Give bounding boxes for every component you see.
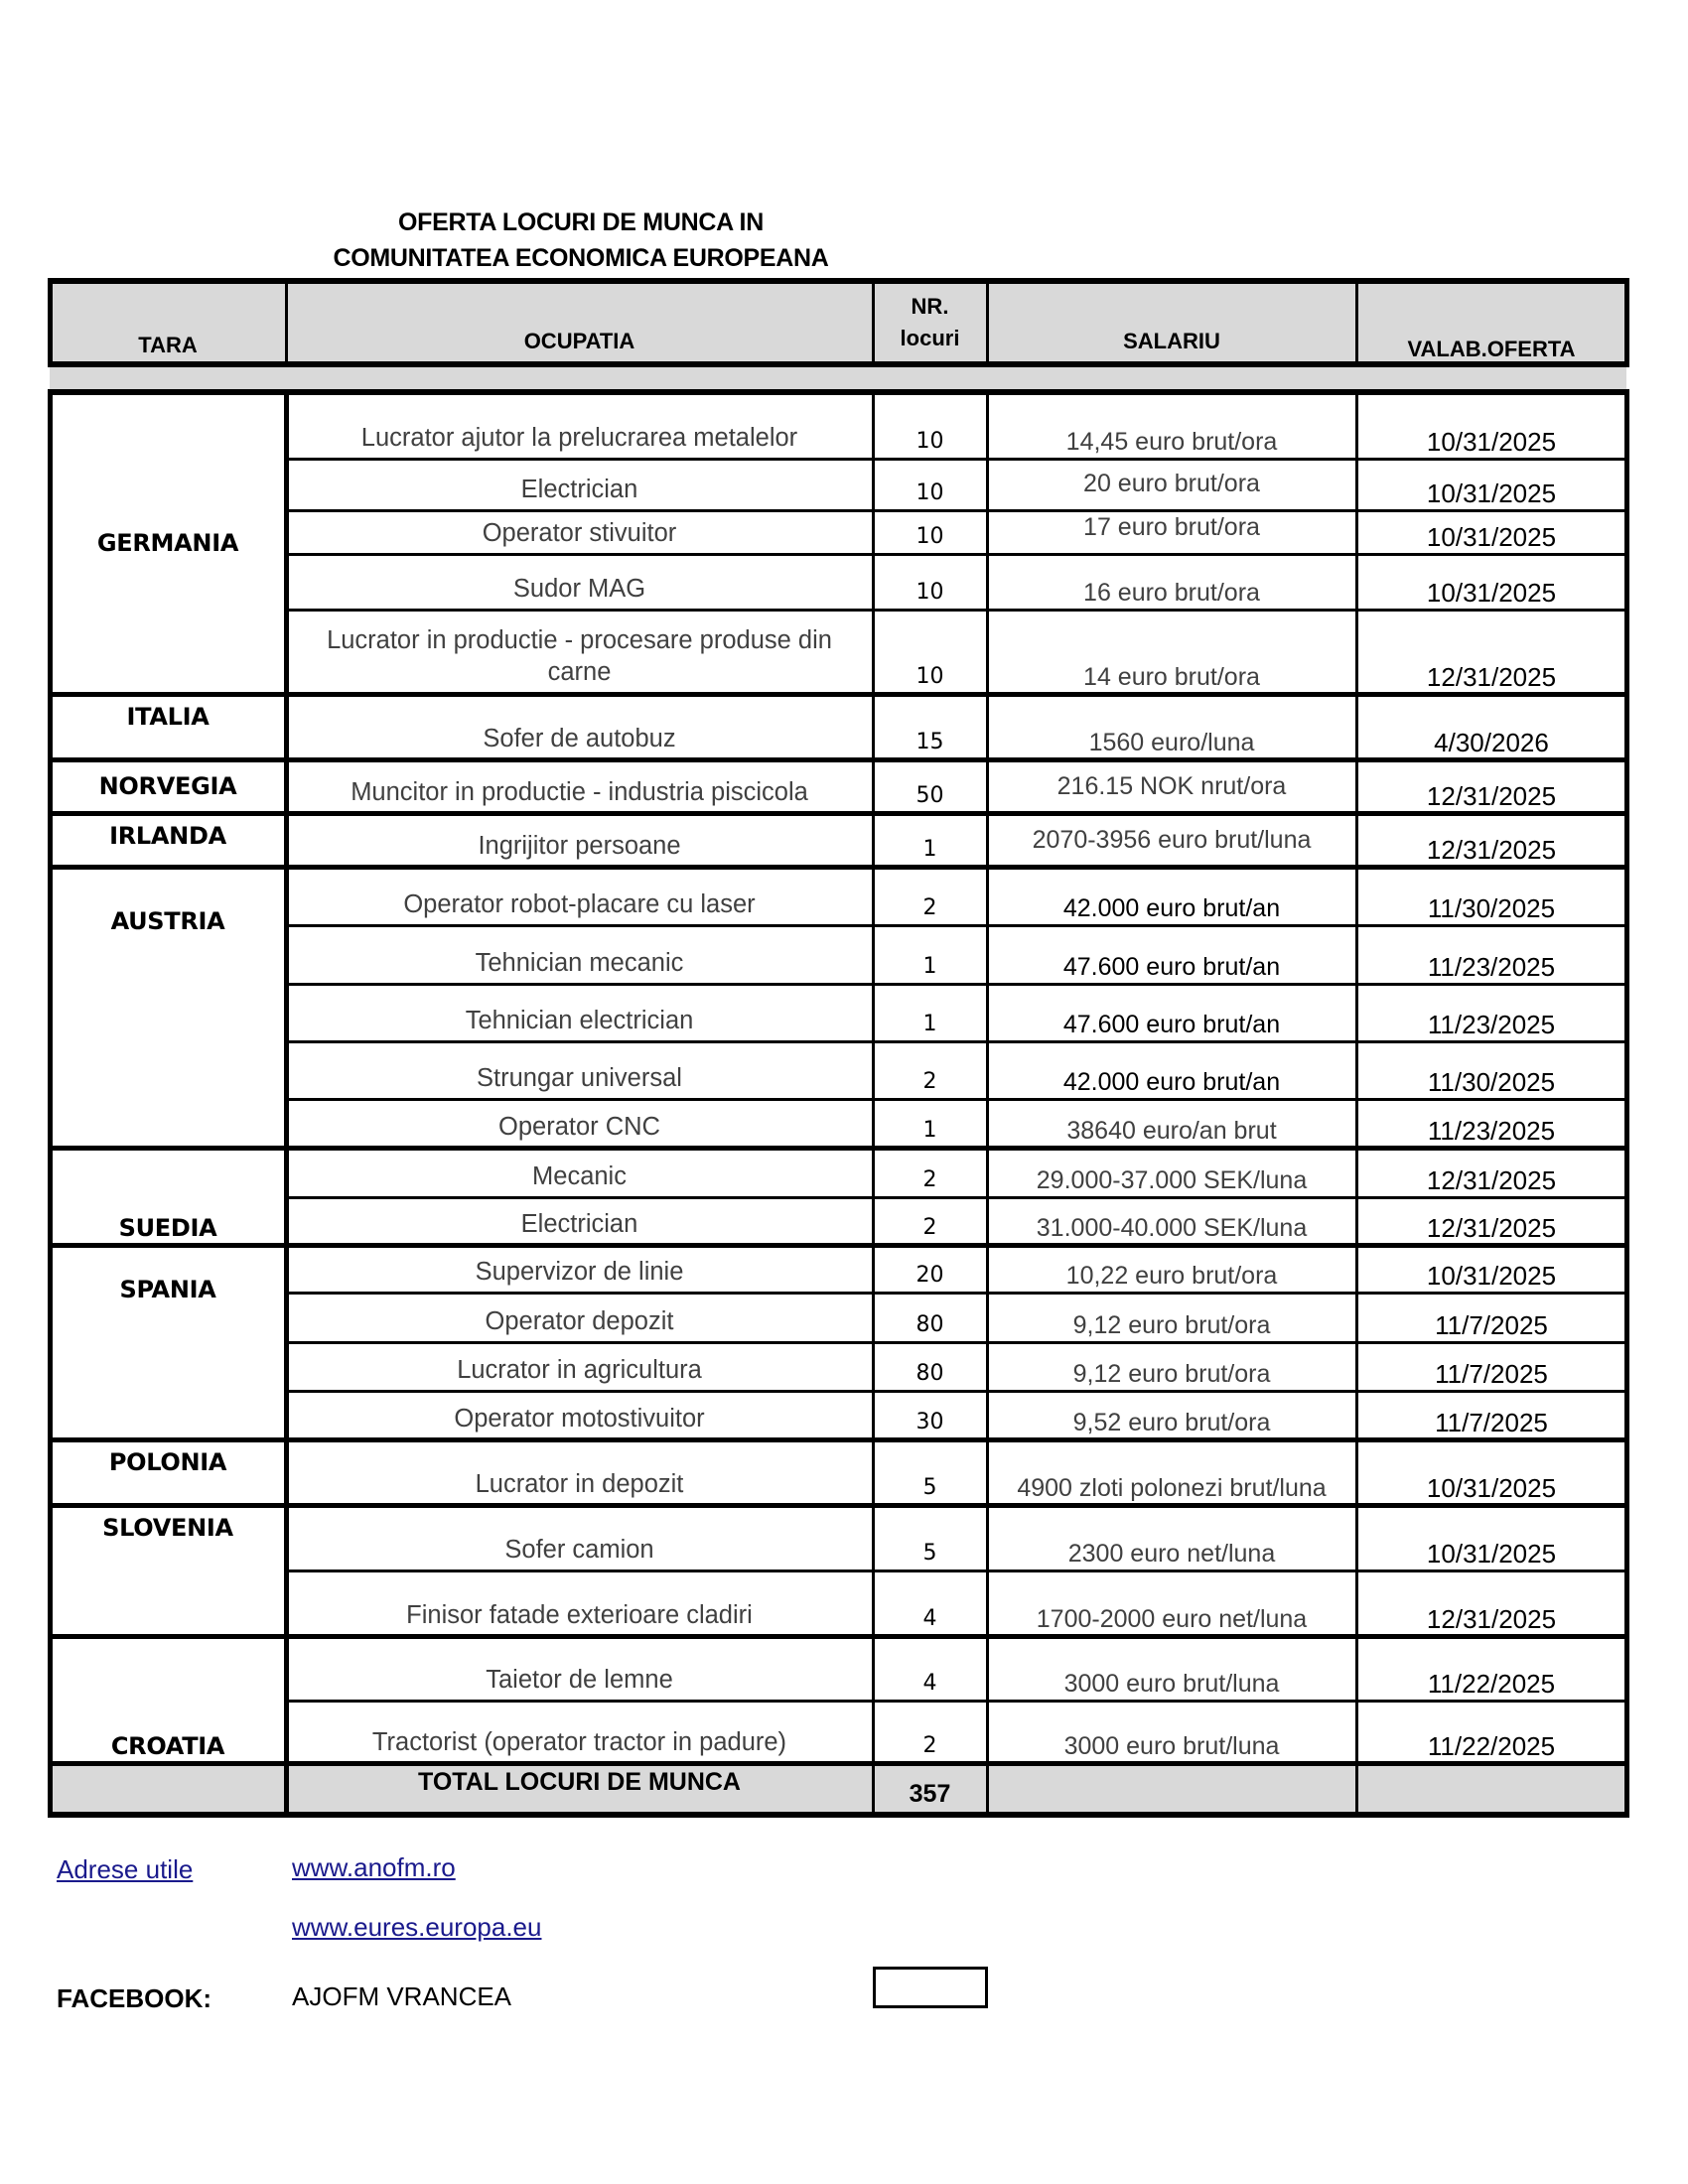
occupation-cell [286,813,873,863]
occupation-cell-text: Operator CNC [498,1113,660,1141]
total-label [286,1763,873,1815]
validity-date-cell-text: 11/23/2025 [1427,1010,1556,1039]
places-cell [873,1041,987,1099]
salary-cell [987,1293,1356,1342]
salary-cell-text: 42.000 euro brut/an [1062,894,1281,922]
group-border [48,865,1629,870]
country-italia-text: ITALIA [126,703,210,731]
country-italia [50,694,286,759]
places-cell [873,759,987,813]
country-croatia-text: CROATIA [110,1732,225,1760]
occupation-cell-text: Operator robot-placare cu laser [403,890,756,918]
column-border [1355,390,1358,1815]
salary-cell-text: 1560 euro/luna [1088,729,1255,756]
row-border [286,1098,1626,1101]
validity-date-cell-text: 11/23/2025 [1427,952,1556,982]
country-germania [50,392,286,694]
salary-cell-text: 2070-3956 euro brut/luna [1032,826,1312,854]
validity-date-cell [1356,1245,1626,1293]
occupation-cell-text: Operator depozit [485,1307,674,1335]
salary-cell-text: 31.000-40.000 SEK/luna [1036,1214,1308,1242]
occupation-cell [286,759,873,809]
occupation-cell [286,459,873,506]
places-cell [873,459,987,510]
places-cell-text: 80 [915,1361,944,1386]
places-cell-text: 10 [915,480,944,505]
salary-cell-text: 20 euro brut/ora [1083,470,1260,497]
row-border [286,609,1626,612]
salary-cell-text: 47.600 euro brut/an [1062,1011,1281,1038]
document-title-line-2: COMUNITATEA ECONOMICA EUROPEANA [333,244,829,272]
salary-cell [987,867,1356,925]
salary-cell [987,1636,1356,1701]
row-border [286,1341,1626,1344]
occupation-cell [286,1197,873,1241]
places-cell [873,867,987,925]
row-border [286,983,1626,986]
salary-cell-text: 9,12 euro brut/ora [1072,1360,1271,1388]
validity-date-cell [1356,1099,1626,1148]
header-column-border [872,281,875,364]
country-austria [50,867,286,1148]
country-irlanda [50,813,286,867]
places-cell [873,554,987,610]
validity-date-cell [1356,459,1626,510]
row-border [286,1196,1626,1199]
places-cell-text: 1 [922,1012,937,1036]
salary-cell [987,984,1356,1041]
salary-cell [987,925,1356,984]
places-cell-text: 1 [922,1118,937,1143]
salary-cell-text: 3000 euro brut/luna [1063,1670,1280,1698]
salary-cell-text: 14 euro brut/ora [1083,663,1260,691]
validity-date-cell-text: 11/22/2025 [1427,1731,1556,1761]
occupation-cell [286,1636,873,1697]
header-salariu-text: SALARIU [1123,329,1220,353]
row-border [286,509,1626,512]
places-cell [873,1636,987,1701]
places-cell [873,1701,987,1763]
salary-cell [987,459,1356,500]
group-border [48,1437,1629,1442]
occupation-cell-text: Tractorist (operator tractor in padure) [371,1728,787,1756]
salary-cell-text: 4900 zloti polonezi brut/luna [1017,1474,1327,1502]
validity-date-cell [1356,1148,1626,1197]
places-cell [873,1148,987,1197]
validity-date-cell [1356,610,1626,694]
salary-cell-text: 1700-2000 euro net/luna [1036,1605,1308,1633]
occupation-cell [286,510,873,550]
group-border [48,692,1629,697]
header-column-border [986,281,989,364]
places-cell [873,392,987,459]
places-cell [873,694,987,759]
places-cell-text: 50 [915,783,944,808]
header-separator-band [50,364,1626,390]
places-cell-text: 2 [922,1069,937,1094]
places-cell [873,1293,987,1342]
places-cell-text: 2 [922,1215,937,1240]
salary-cell [987,1391,1356,1439]
total-value-text: 357 [909,1780,951,1808]
row-border [286,1390,1626,1393]
validity-date-cell [1356,554,1626,610]
occupation-cell [286,610,873,688]
validity-date-cell-text: 10/31/2025 [1426,1539,1557,1569]
occupation-cell-text: Lucrator in productie - procesare produse din carne [327,626,832,686]
occupation-cell-text: Finisor fatade exterioare cladiri [406,1601,753,1629]
occupation-cell-text: Strungar universal [477,1064,682,1092]
occupation-cell [286,925,873,980]
row-border [286,458,1626,461]
country-column-border [284,390,289,1815]
country-slovenia-text: SLOVENIA [102,1514,233,1542]
validity-date-cell-text: 10/31/2025 [1426,1473,1557,1503]
occupation-cell-text: Muncitor in productie - industria piscicola [351,778,808,806]
occupation-cell [286,1041,873,1095]
country-norvegia-text: NORVEGIA [98,772,237,800]
salary-cell [987,1041,1356,1099]
header-nr-locuri [873,281,987,364]
places-cell [873,1245,987,1293]
validity-date-cell-text: 11/7/2025 [1435,1310,1548,1340]
country-slovenia [50,1505,286,1636]
group-border [48,1634,1629,1639]
validity-date-cell [1356,1505,1626,1570]
occupation-cell [286,1342,873,1387]
occupation-cell [286,1391,873,1435]
places-cell-text: 10 [915,524,944,549]
validity-date-cell [1356,1197,1626,1245]
salary-cell [987,1570,1356,1636]
validity-date-cell-text: 4/30/2026 [1434,728,1549,757]
validity-date-cell [1356,1293,1626,1342]
body-left-border [48,390,53,1815]
header-nr-text: NR. [911,294,949,319]
validity-date-cell [1356,392,1626,459]
places-cell-text: 4 [922,1606,937,1631]
validity-date-cell-text: 10/31/2025 [1426,578,1557,608]
row-border [286,1292,1626,1295]
places-cell [873,1570,987,1636]
validity-date-cell-text: 12/31/2025 [1426,1213,1557,1243]
places-cell [873,925,987,984]
total-value [873,1763,987,1811]
group-border [48,1146,1629,1151]
occupation-cell-text: Ingrijitor persoane [478,832,681,860]
header-ocupatia-text: OCUPATIA [523,329,635,353]
header-column-border [1355,281,1358,364]
salary-cell [987,759,1356,803]
places-cell-text: 30 [915,1410,944,1434]
places-cell [873,510,987,554]
salary-cell-text: 47.600 euro brut/an [1062,953,1281,981]
body-right-border [1624,390,1629,1815]
group-border [48,811,1629,816]
places-cell-text: 1 [922,954,937,979]
table-bottom-border [48,1812,1629,1818]
useful-addresses-link[interactable]: Adrese utile [57,1854,194,1884]
validity-date-cell [1356,867,1626,925]
row-border [286,1700,1626,1703]
validity-date-cell [1356,1570,1626,1636]
occupation-cell [286,1148,873,1193]
places-cell-text: 2 [922,1167,937,1192]
validity-date-cell [1356,1636,1626,1701]
country-irlanda-text: IRLANDA [109,822,226,850]
occupation-cell-text: Lucrator in depozit [475,1470,684,1498]
salary-cell-text: 9,12 euro brut/ora [1072,1311,1271,1339]
salary-cell-text: 9,52 euro brut/ora [1072,1409,1271,1436]
salary-cell-text: 38640 euro/an brut [1066,1117,1277,1145]
validity-date-cell-text: 11/30/2025 [1427,893,1556,923]
places-cell [873,984,987,1041]
row-border [286,553,1626,556]
country-spania [50,1245,286,1439]
occupation-cell-text: Taietor de lemne [486,1666,673,1694]
places-cell-text: 2 [922,1733,937,1758]
validity-date-cell [1356,510,1626,554]
header-salariu [987,281,1356,358]
header-tara-text: TARA [138,333,198,357]
occupation-cell [286,867,873,921]
places-cell-text: 4 [922,1671,937,1696]
empty-box [873,1967,988,2008]
header-tara [50,281,286,362]
validity-date-cell-text: 12/31/2025 [1426,1165,1557,1195]
header-right-border [1624,281,1629,364]
document-title-line-1: OFERTA LOCURI DE MUNCA IN [398,208,764,236]
places-cell-text: 5 [922,1541,937,1566]
eures-link[interactable]: www.eures.europa.eu [292,1912,542,1942]
salary-cell [987,813,1356,857]
places-cell-text: 10 [915,664,944,689]
validity-date-cell-text: 12/31/2025 [1426,662,1557,692]
header-ocupatia [286,281,873,358]
occupation-cell-text: Lucrator ajutor la prelucrarea metalelor [360,424,798,452]
header-column-border [285,281,288,364]
total-label-text: TOTAL LOCURI DE MUNCA [418,1768,741,1796]
occupation-cell-text: Mecanic [532,1162,627,1190]
validity-date-cell-text: 11/7/2025 [1435,1408,1548,1437]
places-cell-text: 1 [922,837,937,862]
places-cell-text: 5 [922,1475,937,1500]
validity-date-cell [1356,1391,1626,1439]
occupation-cell-text: Electrician [520,476,638,503]
occupation-cell [286,984,873,1037]
salary-cell [987,1245,1356,1293]
occupation-cell-text: Electrician [520,1210,638,1238]
salary-cell [987,1197,1356,1245]
row-border [286,1570,1626,1572]
country-polonia [50,1439,286,1505]
salary-cell [987,694,1356,759]
validity-date-cell-text: 11/22/2025 [1427,1669,1556,1699]
occupation-cell [286,1701,873,1759]
occupation-cell [286,1293,873,1338]
places-cell [873,1197,987,1245]
validity-date-cell-text: 10/31/2025 [1426,427,1557,457]
validity-date-cell [1356,1439,1626,1505]
occupation-cell [286,1099,873,1144]
occupation-cell [286,694,873,755]
validity-date-cell [1356,813,1626,867]
anofm-link[interactable]: www.anofm.ro [292,1852,456,1882]
validity-date-cell [1356,1701,1626,1763]
occupation-cell [286,1439,873,1501]
salary-cell [987,1505,1356,1570]
group-border [48,1761,1629,1766]
group-border [48,1503,1629,1508]
validity-date-cell [1356,925,1626,984]
salary-cell-text: 2300 euro net/luna [1067,1540,1276,1568]
validity-date-cell-text: 10/31/2025 [1426,1261,1557,1291]
country-croatia [50,1636,286,1763]
validity-date-cell [1356,984,1626,1041]
salary-cell [987,1148,1356,1197]
occupation-cell-text: Lucrator in agricultura [457,1356,702,1384]
country-norvegia [50,759,286,813]
header-left-border [48,281,53,364]
places-cell [873,1342,987,1391]
group-border [48,757,1629,762]
country-spania-text: SPANIA [119,1276,216,1303]
occupation-cell [286,1570,873,1632]
occupation-cell-text: Tehnician electrician [465,1007,694,1034]
row-border [286,924,1626,927]
places-cell [873,1099,987,1148]
places-cell-text: 15 [915,730,944,754]
header-valab-oferta [1356,281,1626,366]
places-cell-text: 10 [915,580,944,605]
occupation-cell-text: Sofer de autobuz [483,725,676,752]
salary-cell [987,1701,1356,1763]
salary-cell-text: 216.15 NOK nrut/ora [1056,772,1287,800]
places-cell [873,1391,987,1439]
salary-cell [987,1099,1356,1148]
header-valab-oferta-text: VALAB.OFERTA [1407,337,1576,361]
validity-date-cell [1356,1342,1626,1391]
places-cell-text: 20 [915,1263,944,1288]
places-cell-text: 80 [915,1312,944,1337]
salary-cell-text: 42.000 euro brut/an [1062,1068,1281,1096]
places-cell-text: 2 [922,895,937,920]
salary-cell [987,510,1356,544]
group-border [48,1243,1629,1248]
country-suedia [50,1148,286,1245]
validity-date-cell-text: 10/31/2025 [1426,478,1557,508]
validity-date-cell-text: 11/7/2025 [1435,1359,1548,1389]
salary-cell [987,1439,1356,1505]
salary-cell-text: 17 euro brut/ora [1083,513,1260,541]
validity-date-cell [1356,759,1626,813]
validity-date-cell-text: 12/31/2025 [1426,835,1557,865]
validity-date-cell-text: 12/31/2025 [1426,781,1557,811]
column-border [986,390,989,1815]
occupation-cell [286,1245,873,1289]
salary-cell [987,1342,1356,1391]
places-cell [873,1505,987,1570]
occupation-cell-text: Operator motostivuitor [454,1405,705,1433]
occupation-cell-text: Sofer camion [504,1536,654,1564]
places-cell-text: 10 [915,429,944,454]
validity-date-cell [1356,1041,1626,1099]
facebook-label: FACEBOOK: [57,1983,211,2013]
occupation-cell [286,392,873,455]
column-border [872,390,875,1815]
occupation-cell [286,1505,873,1567]
salary-cell-text: 16 euro brut/ora [1083,579,1260,607]
salary-cell [987,392,1356,459]
places-cell [873,1439,987,1505]
country-austria-text: AUSTRIA [110,907,225,935]
occupation-cell-text: Tehnician mecanic [475,949,684,977]
salary-cell [987,554,1356,610]
country-suedia-text: SUEDIA [118,1214,217,1242]
facebook-page-name: AJOFM VRANCEA [292,1981,512,2011]
country-germania-text: GERMANIA [96,529,239,557]
occupation-cell-text: Operator stivuitor [482,519,677,547]
validity-date-cell-text: 10/31/2025 [1426,522,1557,552]
places-cell [873,813,987,867]
occupation-cell-text: Supervizor de linie [475,1258,684,1286]
salary-cell-text: 3000 euro brut/luna [1063,1732,1280,1760]
salary-cell-text: 14,45 euro brut/ora [1065,428,1278,456]
salary-cell-text: 10,22 euro brut/ora [1065,1262,1278,1290]
salary-cell-text: 29.000-37.000 SEK/luna [1036,1166,1308,1194]
places-cell [873,610,987,694]
row-border [286,1040,1626,1043]
validity-date-cell-text: 11/23/2025 [1427,1116,1556,1146]
occupation-cell [286,554,873,606]
validity-date-cell [1356,694,1626,759]
header-locuri-text: locuri [900,326,960,350]
validity-date-cell-text: 11/30/2025 [1427,1067,1556,1097]
salary-cell [987,610,1356,694]
country-polonia-text: POLONIA [108,1448,227,1476]
validity-date-cell-text: 12/31/2025 [1426,1604,1557,1634]
occupation-cell-text: Sudor MAG [512,575,646,603]
